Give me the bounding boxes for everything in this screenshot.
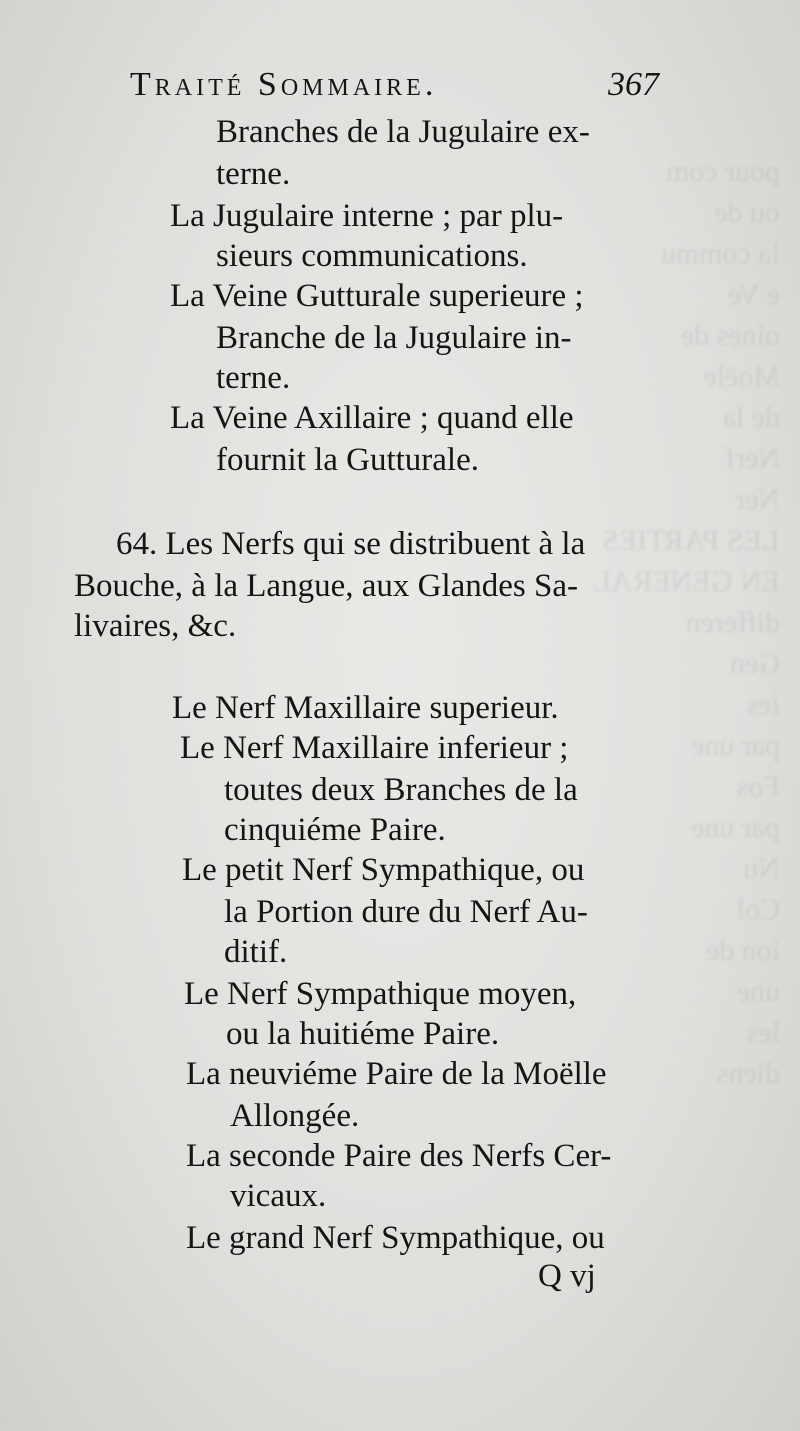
text-line: Bouche, à la Langue, aux Glandes Sa- xyxy=(74,568,578,604)
text-line: fournit la Gutturale. xyxy=(216,442,480,478)
text-line: toutes deux Branches de la xyxy=(224,772,578,808)
show-through-texture: pour com ou de la commu e Ve oines de Moële de la Nerf Ner LES PARTIES EN GENERAL differen Gen ies par une Fos par une Nu Col ion de une les diens xyxy=(592,155,780,1090)
text-line: livaires, &c. xyxy=(74,608,237,644)
text-line: Branche de la Jugulaire in- xyxy=(216,320,572,356)
text-line: Le Nerf Maxillaire inferieur ; xyxy=(180,730,569,766)
running-header xyxy=(130,66,437,104)
text-line: la Portion dure du Nerf Au- xyxy=(224,894,588,930)
text-line: La Veine Axillaire ; quand elle xyxy=(170,400,574,436)
text-line: terne. xyxy=(216,156,291,192)
text-line: La seconde Paire des Nerfs Cer- xyxy=(186,1138,612,1174)
running-title: Traité Sommaire. xyxy=(130,66,438,103)
text-line: sieurs communications. xyxy=(216,238,528,274)
signature-mark: Q vj xyxy=(538,1258,596,1294)
text-line: Branches de la Jugulaire ex- xyxy=(216,114,590,150)
text-line: La Jugulaire interne ; par plu- xyxy=(170,198,564,234)
text-line: Le petit Nerf Sympathique, ou xyxy=(182,852,585,888)
text-line: cinquiéme Paire. xyxy=(224,812,446,848)
text-line: La neuviéme Paire de la Moëlle xyxy=(186,1056,607,1092)
text-line: Le Nerf Maxillaire superieur. xyxy=(172,690,559,726)
text-line: Allongée. xyxy=(230,1098,360,1134)
text-line: 64. Les Nerfs qui se distribuent à la xyxy=(116,526,586,562)
text-line: Le Nerf Sympathique moyen, xyxy=(184,976,577,1012)
text-line: La Veine Gutturale superieure ; xyxy=(170,278,584,314)
text-line: ou la huitiéme Paire. xyxy=(226,1016,500,1052)
text-line: vicaux. xyxy=(230,1178,327,1214)
page-number: 367 xyxy=(608,66,659,103)
text-line: ditif. xyxy=(224,934,288,970)
text-line: Le grand Nerf Sympathique, ou xyxy=(186,1220,605,1256)
text-line: terne. xyxy=(216,360,291,396)
